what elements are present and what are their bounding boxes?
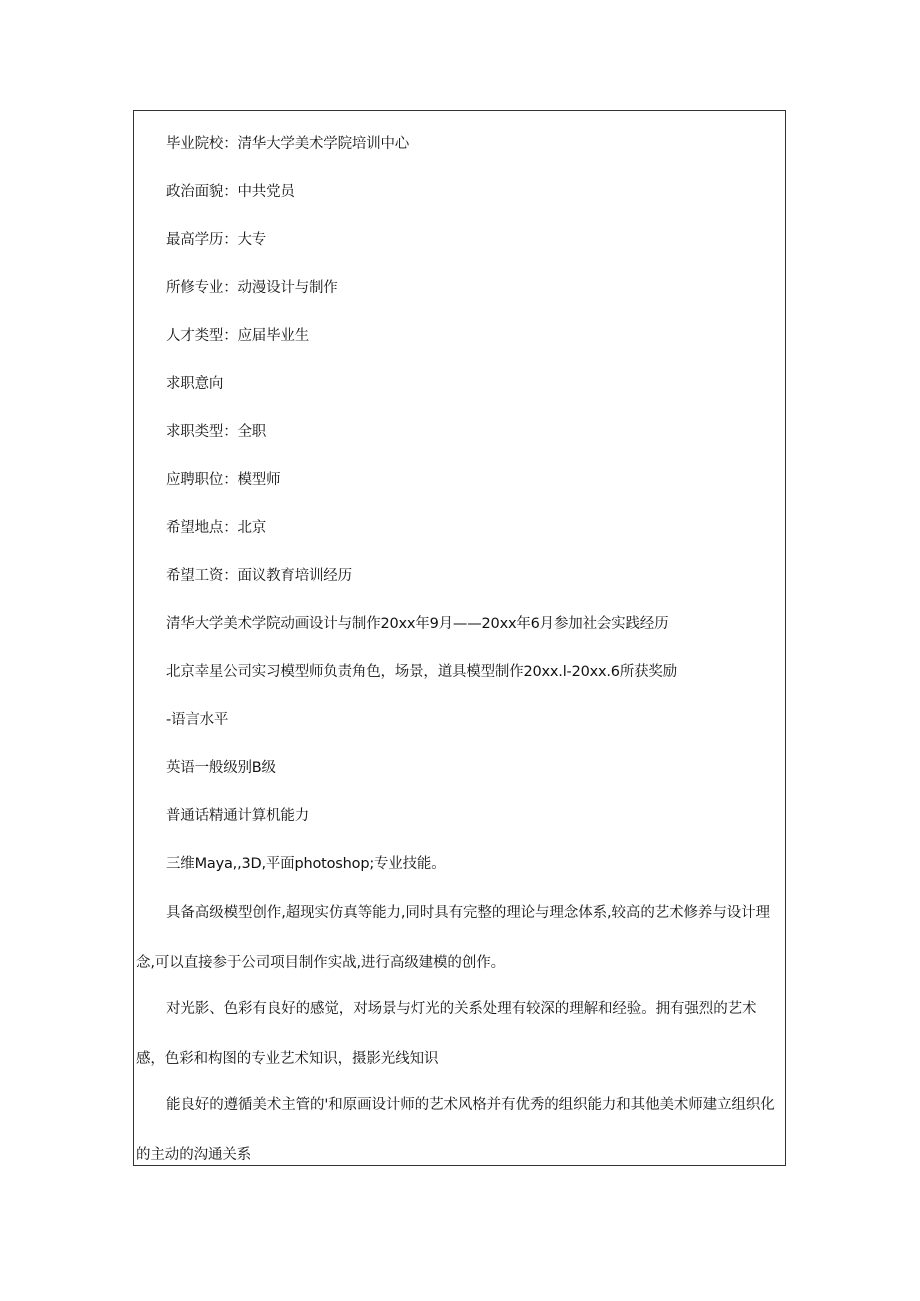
salary-value: 面议教育培训经历 [237, 568, 352, 584]
school-row [166, 134, 409, 154]
location-value: 北京 [237, 520, 267, 536]
location-row [166, 518, 266, 538]
computer-skills: 三维Maya,,3D,平面photoshop;专业技能。 [166, 856, 446, 872]
language-heading: -语言水平 [166, 712, 229, 728]
position-value: 模型师 [237, 472, 281, 488]
major-label: 所修专业： [166, 280, 238, 296]
english-level: 英语一般级别B级 [166, 760, 276, 776]
talent-label: 人才类型： [166, 328, 238, 344]
skill-paragraph-1: 具备高级模型创作,超现实仿真等能力,同时具有完整的理论与理念体系,较高的艺术修养与设计理念,可以直接参于公司项目制作实战,进行高级建模的创作。 [136, 905, 770, 971]
talent-row [166, 326, 309, 346]
salary-label: 希望工资： [166, 568, 238, 584]
mandarin-level: 普通话精通计算机能力 [166, 808, 309, 824]
practice-experience: 北京幸星公司实习模型师负责角色，场景，道具模型制作20xx.l-20xx.6所获奖励 [166, 664, 678, 680]
position-row [166, 470, 280, 490]
job-type-value: 全职 [237, 424, 267, 440]
skill-paragraph-3: 能良好的遵循美术主管的'和原画设计师的艺术风格并有优秀的组织能力和其他美术师建立组织化的主动的沟通关系 [136, 1097, 775, 1163]
job-type-row [166, 422, 266, 442]
school-value: 清华大学美术学院培训中心 [237, 136, 410, 152]
education-label: 最高学历： [166, 232, 238, 248]
politics-label: 政治面貌： [166, 184, 238, 200]
skill-paragraph-2: 对光影、色彩有良好的感觉，对场景与灯光的关系处理有较深的理解和经验。拥有强烈的艺术感，色彩和构图的专业艺术知识，摄影光线知识 [136, 1001, 757, 1067]
major-row [166, 278, 338, 298]
politics-row [166, 182, 295, 202]
politics-value: 中共党员 [237, 184, 295, 200]
salary-row [166, 566, 352, 586]
education-row [166, 230, 266, 250]
education-experience: 清华大学美术学院动画设计与制作20xx年9月——20xx年6月参加社会实践经历 [166, 616, 669, 632]
position-label: 应聘职位： [166, 472, 238, 488]
location-label: 希望地点： [166, 520, 238, 536]
school-label: 毕业院校： [166, 136, 238, 152]
intent-heading: 求职意向 [166, 376, 224, 392]
job-type-label: 求职类型： [166, 424, 238, 440]
major-value: 动漫设计与制作 [237, 280, 338, 296]
education-value: 大专 [237, 232, 267, 248]
talent-value: 应届毕业生 [237, 328, 309, 344]
